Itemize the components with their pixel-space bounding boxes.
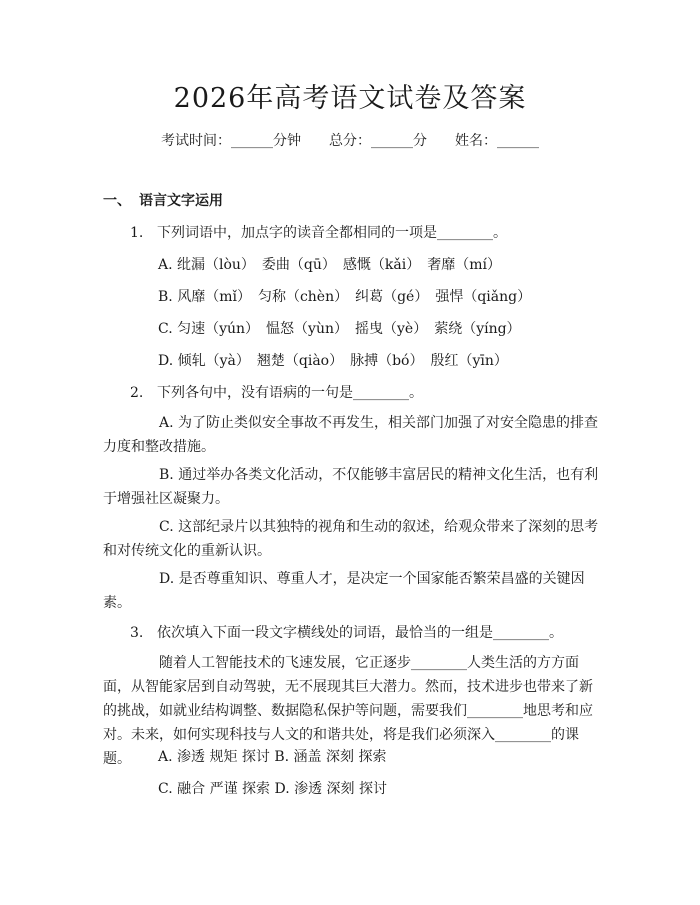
exam-meta bbox=[0, 131, 700, 151]
question-stem: 下列各句中，没有语病的一句是________。 bbox=[157, 385, 423, 401]
question-number: 2. bbox=[130, 385, 144, 401]
student-name-field: 姓名：______ bbox=[455, 133, 539, 149]
section-title: 语言文字运用 bbox=[139, 193, 223, 209]
q2-option-a: A. 为了防止类似安全事故不再发生，相关部门加强了对安全隐患的排查力度和整改措施。 bbox=[103, 415, 599, 455]
q1-option-c: C. 匀速（yún） 愠怒（yùn） 摇曳（yè） 萦绕（yíng） bbox=[158, 321, 521, 337]
question-2 bbox=[130, 383, 423, 403]
total-score-field: 总分：______分 bbox=[329, 133, 427, 149]
question-number: 3. bbox=[130, 625, 144, 641]
q2-option-d: D. 是否尊重知识、尊重人才，是决定一个国家能否繁荣昌盛的关键因素。 bbox=[103, 571, 585, 611]
q2-option-b: B. 通过举办各类文化活动，不仅能够丰富居民的精神文化生活，也有利于增强社区凝聚力。 bbox=[103, 467, 599, 507]
question-stem: 下列词语中，加点字的读音全都相同的一项是________。 bbox=[157, 225, 507, 241]
q1-option-d: D. 倾轧（yà） 翘楚（qiào） 脉搏（bó） 殷红（yīn） bbox=[158, 353, 508, 369]
exam-time-field: 考试时间：______分钟 bbox=[161, 133, 301, 149]
question-1 bbox=[130, 223, 507, 243]
question-3 bbox=[130, 623, 563, 643]
q2-option-c: C. 这部纪录片以其独特的视角和生动的叙述，给观众带来了深刻的思考和对传统文化的重新认识。 bbox=[103, 519, 599, 559]
q3-passage: 随着人工智能技术的飞速发展，它正逐步________人类生活的方方面面，从智能家居到自动驾驶，无不展现其巨大潜力。然而，技术进步也带来了新的挑战，如就业结构调整、数据隐私保护等问题，需要我们________地思考和应对。未来，如何实现科技与人文的和谐共处，将是我们必须深入________的课题。 bbox=[103, 655, 593, 767]
q1-option-a: A. 纰漏（lòu） 委曲（qū） 感慨（kǎi） 奢靡（mí） bbox=[158, 257, 501, 273]
question-stem: 依次填入下面一段文字横线处的词语，最恰当的一组是________。 bbox=[157, 625, 563, 641]
q1-option-b: B. 风靡（mǐ） 匀称（chèn） 纠葛（gé） 强悍（qiǎng） bbox=[158, 289, 532, 305]
section-heading bbox=[103, 191, 223, 211]
document-title: 2026年高考语文试卷及答案 bbox=[173, 83, 527, 114]
section-number: 一、 bbox=[103, 193, 131, 209]
q3-options-row-2: C. 融合 严谨 探索 D. 渗透 深刻 探讨 bbox=[158, 781, 387, 797]
q3-options-row-1: A. 渗透 规矩 探讨 B. 涵盖 深刻 探索 bbox=[158, 749, 387, 765]
question-number: 1. bbox=[130, 225, 144, 241]
